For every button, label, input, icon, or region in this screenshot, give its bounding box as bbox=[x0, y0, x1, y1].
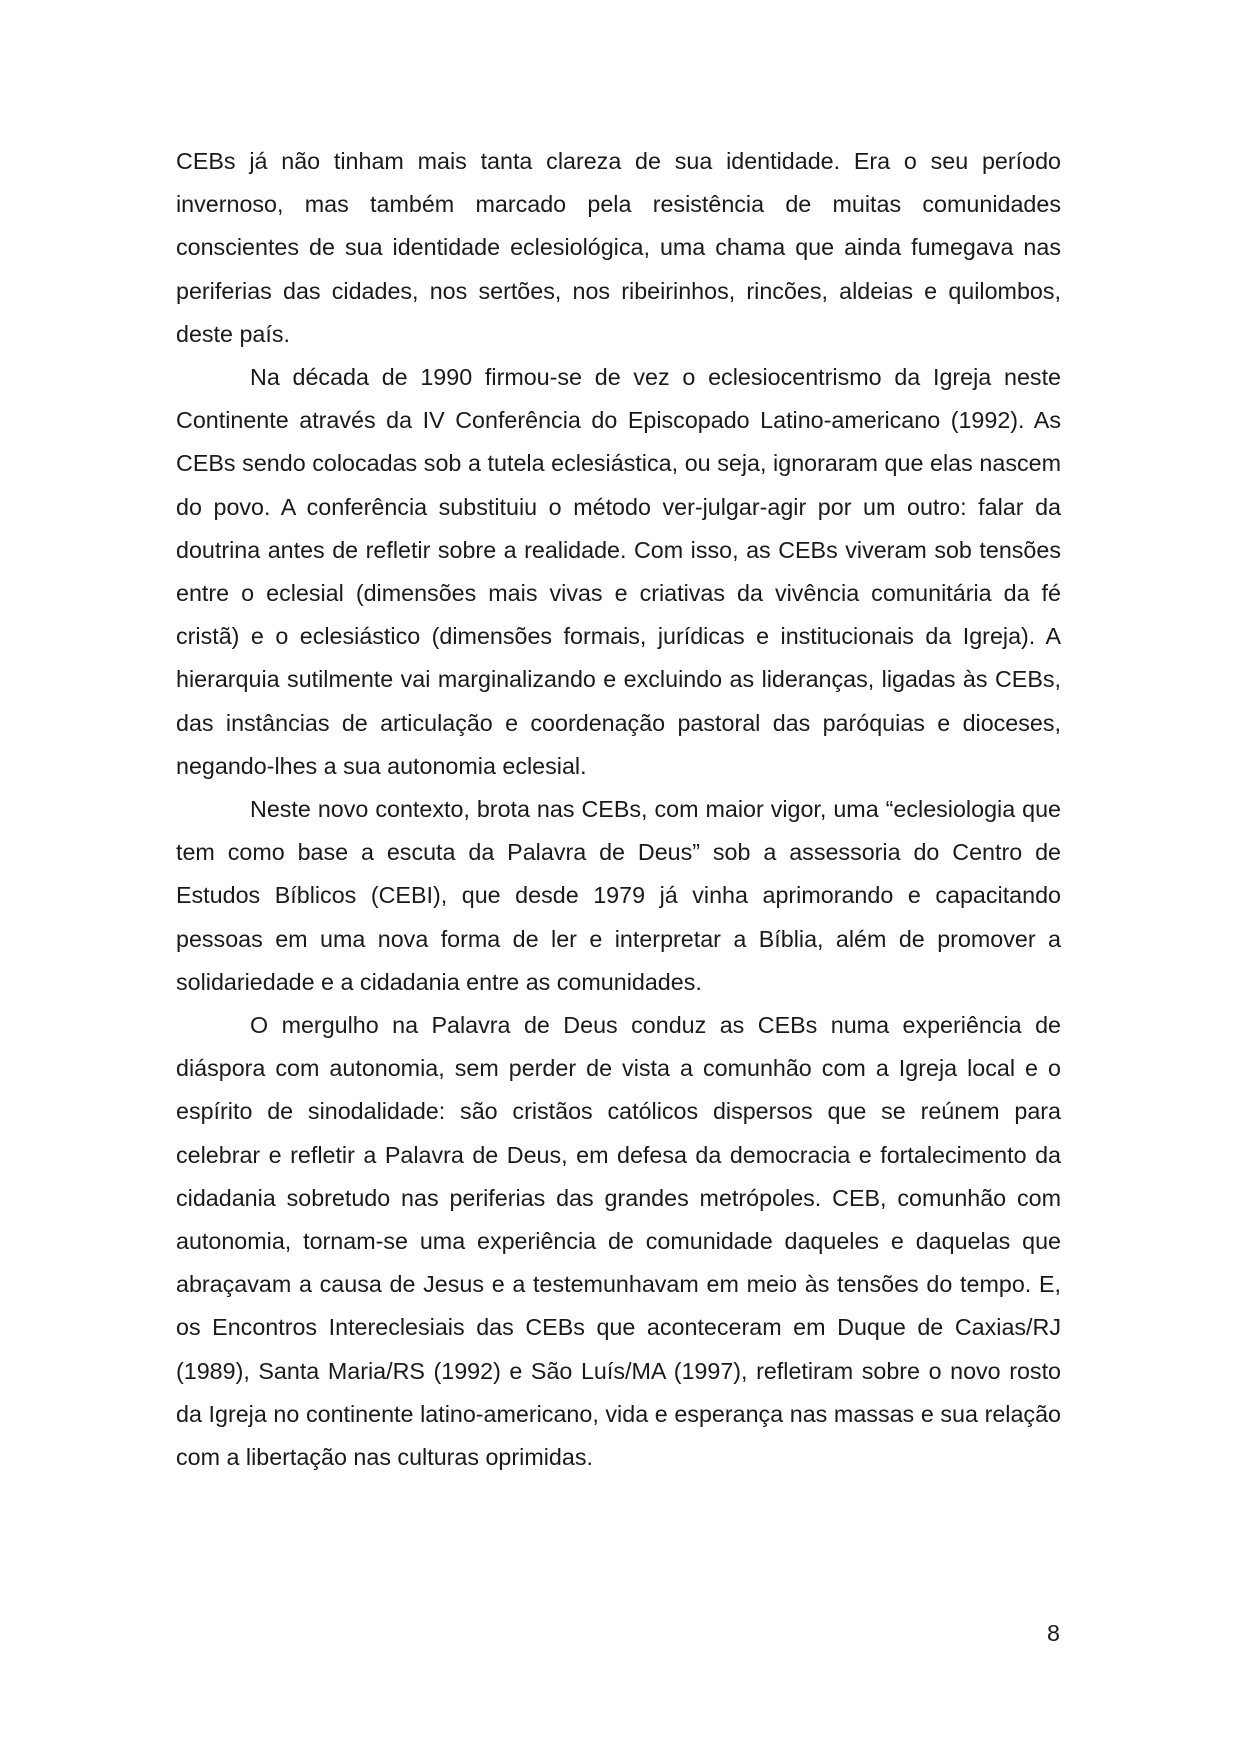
page-number: 8 bbox=[1047, 1620, 1060, 1646]
body-text bbox=[176, 140, 1061, 1479]
paragraph-continuation: CEBs já não tinham mais tanta clareza de sua identidade. Era o seu período invernoso, mas também marcado pela resistência de muitas comunidades conscientes de sua identidade eclesiológica, uma chama que ainda fumegava nas periferias das cidades, nos sertões, nos ribeirinhos, rincões, aldeias e quilombos, deste país. bbox=[176, 148, 1061, 347]
paragraph-decada-1990: Na década de 1990 firmou-se de vez o eclesiocentrismo da Igreja neste Continente através da IV Conferência do Episcopado Latino-americano (1992). As CEBs sendo colocadas sob a tutela eclesiástica, ou seja, ignoraram que elas nascem do povo. A conferência substituiu o método ver-julgar-agir por um outro: falar da doutrina antes de refletir sobre a realidade. Com isso, as CEBs viveram sob tensões entre o eclesial (dimensões mais vivas e criativas da vivência comunitária da fé cristã) e o eclesiástico (dimensões formais, jurídicas e institucionais da Igreja). A hierarquia sutilmente vai marginalizando e excluindo as lideranças, ligadas às CEBs, das instâncias de articulação e coordenação pastoral das paróquias e dioceses, negando-lhes a sua autonomia eclesial. bbox=[176, 364, 1061, 779]
paragraph-mergulho-palavra: O mergulho na Palavra de Deus conduz as CEBs numa experiência de diáspora com autonomia, sem perder de vista a comunhão com a Igreja local e o espírito de sinodalidade: são cristãos católicos dispersos que se reúnem para celebrar e refletir a Palavra de Deus, em defesa da democracia e fortalecimento da cidadania sobretudo nas periferias das grandes metrópoles. CEB, comunhão com autonomia, tornam-se uma experiência de comunidade daqueles e daquelas que abraçavam a causa de Jesus e a testemunhavam em meio às tensões do tempo. E, os Encontros Intereclesiais das CEBs que aconteceram em Duque de Caxias/RJ (1989), Santa Maria/RS (1992) e São Luís/MA (1997), refletiram sobre o novo rosto da Igreja no continente latino-americano, vida e esperança nas massas e sua relação com a libertação nas culturas oprimidas. bbox=[176, 1012, 1061, 1471]
paragraph-novo-contexto: Neste novo contexto, brota nas CEBs, com maior vigor, uma “eclesiologia que tem como base a escuta da Palavra de Deus” sob a assessoria do Centro de Estudos Bíblicos (CEBI), que desde 1979 já vinha aprimorando e capacitando pessoas em uma nova forma de ler e interpretar a Bíblia, além de promover a solidariedade e a cidadania entre as comunidades. bbox=[176, 796, 1061, 995]
